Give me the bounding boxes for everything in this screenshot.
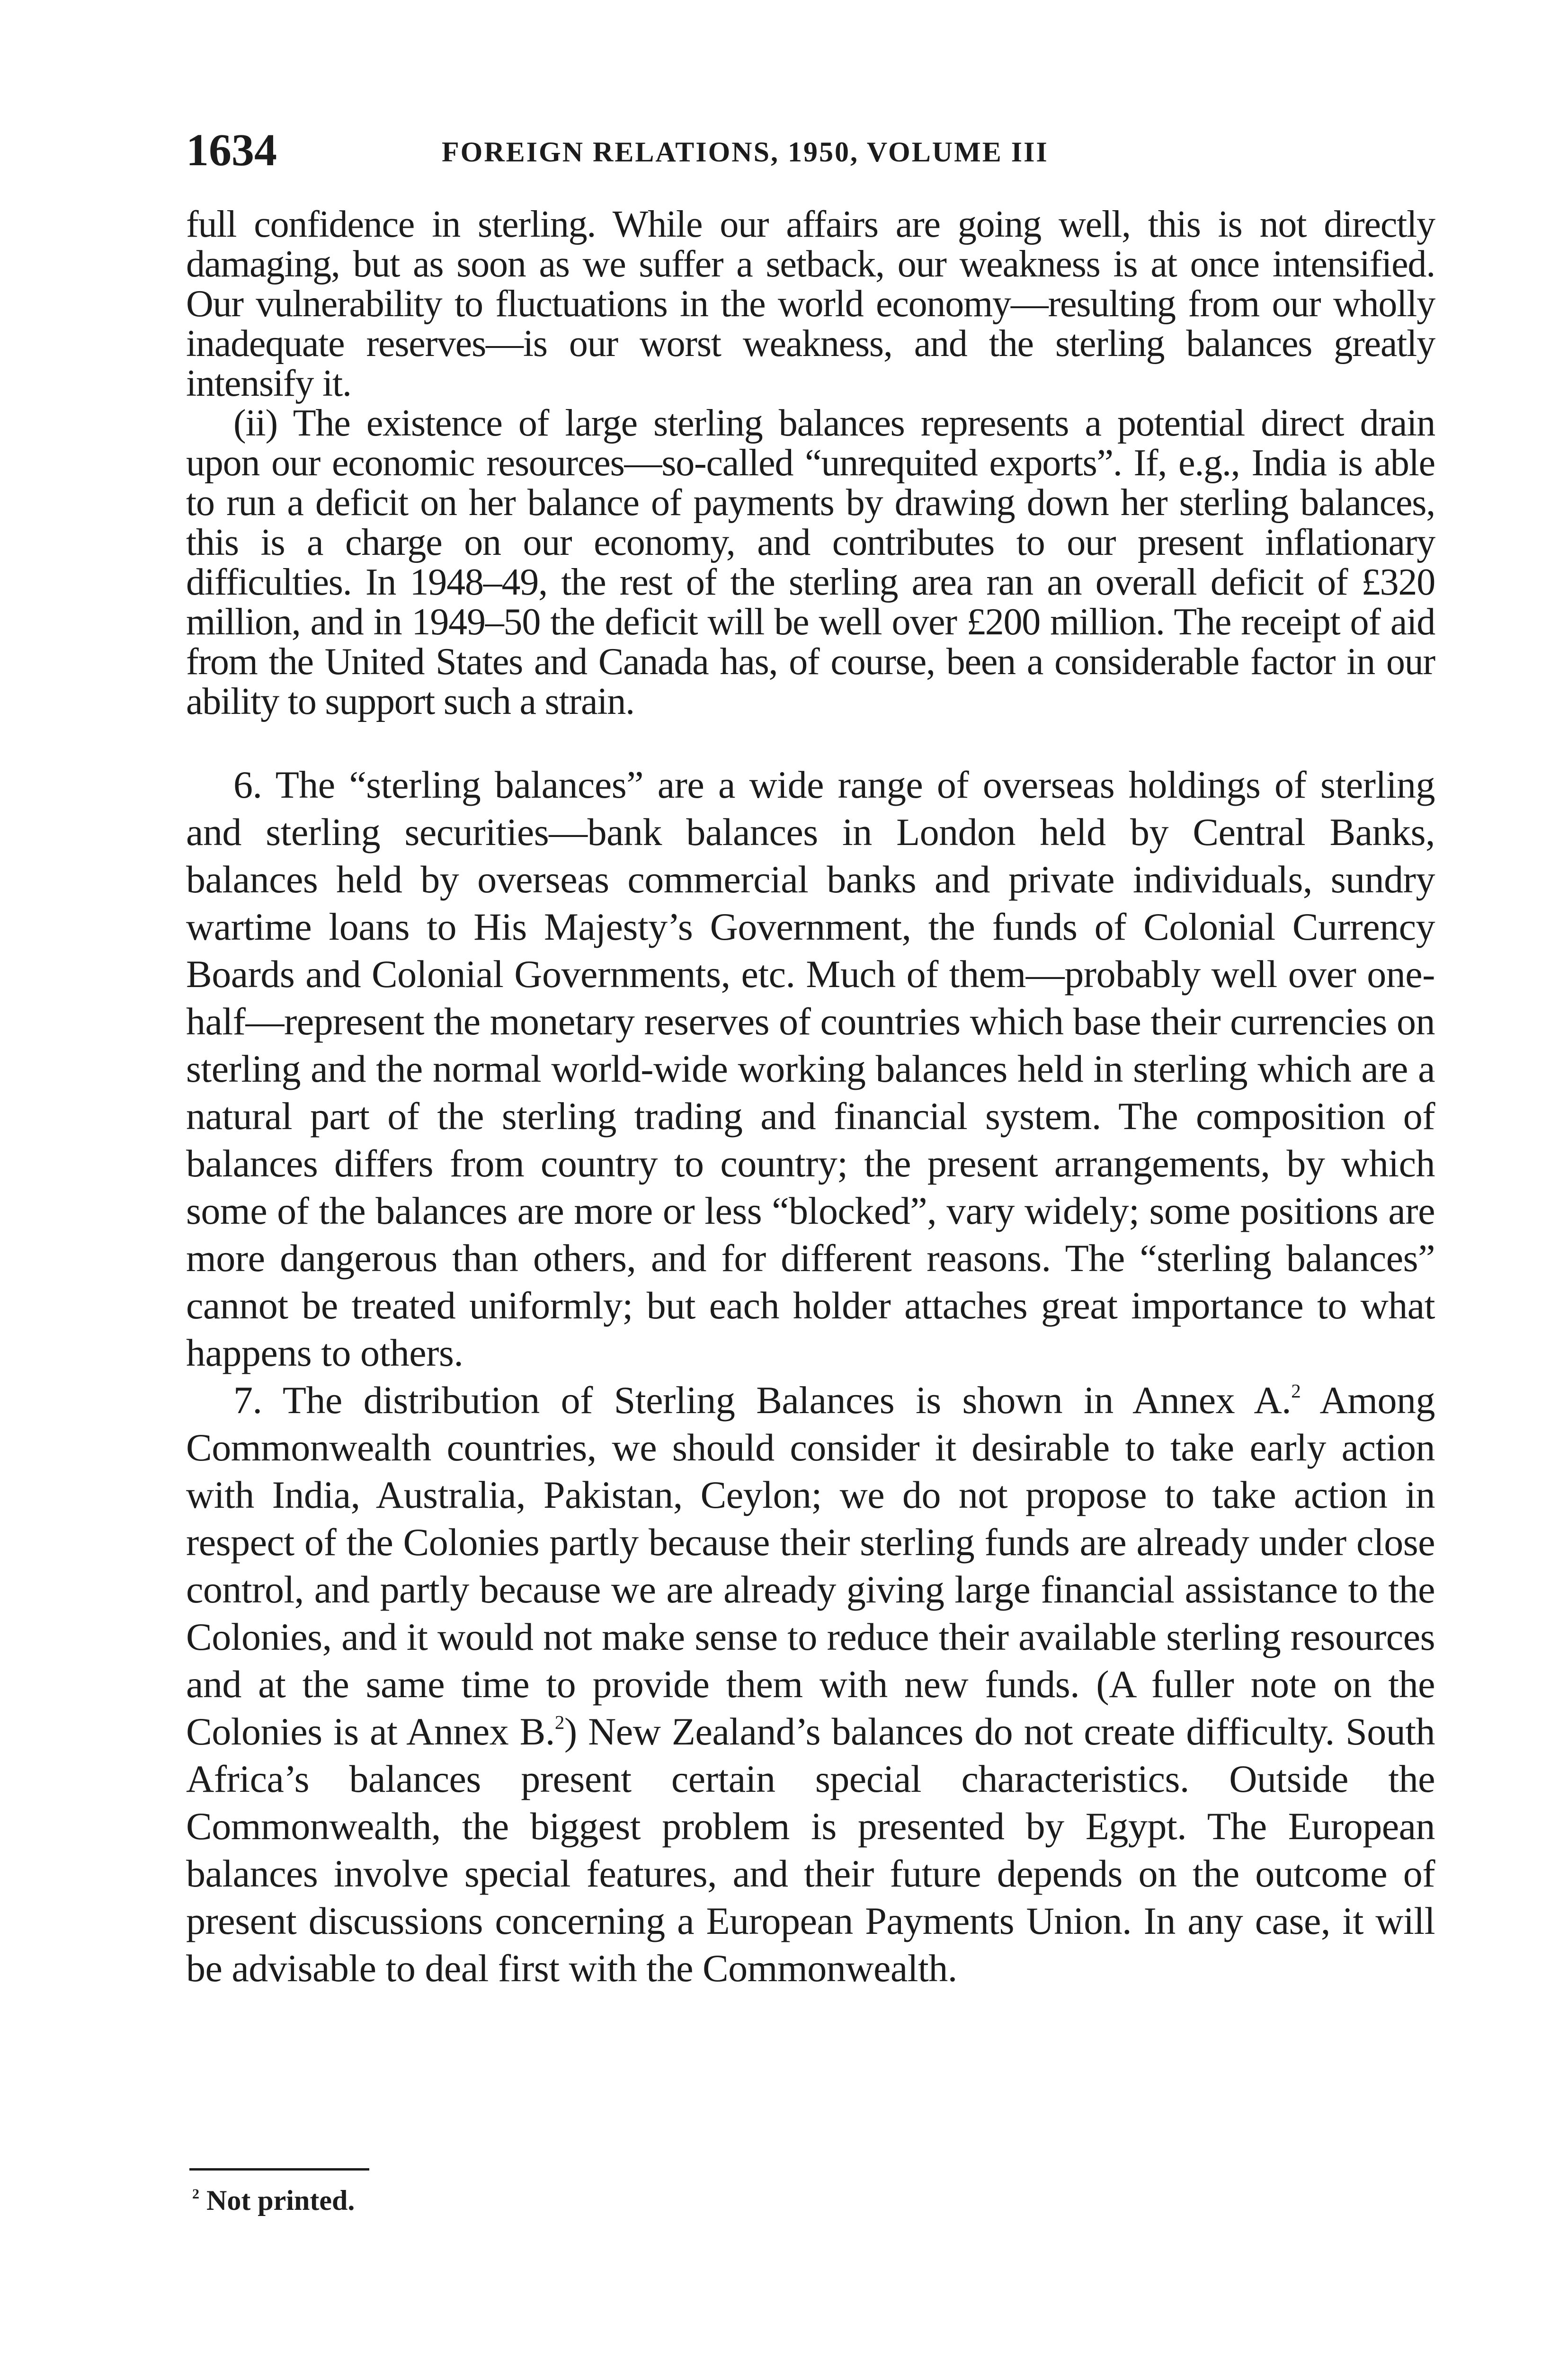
paragraph-7 xyxy=(186,1377,1435,1992)
paragraph-ii: (ii) The existence of large sterling balances represents a potential direct drain upon our economic resources—so-called “unrequited exports”. If, e.g., India is able to run a deficit on her balance of payments by drawing down her sterling balances, this is a charge on our economy, and contributes to our present inflationary difficulties. In 1948–49, the rest of the sterling area ran an overall deficit of £320 million, and in 1949–50 the deficit will be well over £200 million. The receipt of aid from the United States and Canada has, of course, been a considerable factor in our ability to support such a strain. xyxy=(186,402,1435,722)
footnote-divider xyxy=(189,2168,369,2171)
footnote xyxy=(192,2181,355,2219)
body-text xyxy=(186,205,1435,1992)
footnote-reference: 2 xyxy=(1291,1380,1301,1402)
paragraph-7-text-c: ) New Zealand’s balances do not create difficulty. South Africa’s balances present certain special characteristics. Outside the Commonwealth, the biggest problem is presented by Egypt. The European balances involve special features, and their future depends on the outcome of present discussions concerning a European Payments Union. In any case, it will be advisable to deal first with the Commonwealth. xyxy=(186,1710,1435,1990)
paragraph-continued: full confidence in sterling. While our affairs are going well, this is not directly damaging, but as soon as we suffer a setback, our weakness is at once intensified. Our vulnerability to fluctuations in the world economy—resulting from our wholly inadequate reserves—is our worst weakness, and the sterling balances greatly intensify it. xyxy=(186,204,1435,404)
page-number: 1634 xyxy=(186,125,277,175)
running-title: FOREIGN RELATIONS, 1950, VOLUME III xyxy=(442,136,1049,168)
footnote-mark: 2 xyxy=(192,2186,199,2202)
paragraph-7-text-a: 7. The distribution of Sterling Balances is shown in Annex A. xyxy=(233,1379,1292,1422)
paragraph-7-text-b: Among Commonwealth countries, we should consider it desirable to take early action with India, Australia, Pakistan, Ceylon; we do not propose to take action in respect of the Colonies partly because their sterling funds are already under close control, and partly because we are already giving large financial assistance to the Colonies, and it would not make sense to reduce their available sterling resources and at the same time to provide them with new funds. (A fuller note on the Colonies is at Annex B. xyxy=(186,1379,1435,1753)
footnote-reference: 2 xyxy=(554,1711,564,1734)
footnote-text: Not printed. xyxy=(206,2185,355,2216)
paragraph-6: 6. The “sterling balances” are a wide range of overseas holdings of sterling and sterling securities—bank balances in London held by Central Banks, balances held by overseas commercial banks and private individuals, sundry wartime loans to His Majesty’s Government, the funds of Colonial Currency Boards and Colonial Governments, etc. Much of them—probably well over one-half—represent the monetary reserves of countries which base their currencies on sterling and the normal world-wide working balances held in sterling which are a natural part of the sterling trading and financial system. The composition of balances differs from country to country; the present arrangements, by which some of the balances are more or less “blocked”, vary widely; some positions are more dangerous than others, and for different reasons. The “sterling balances” cannot be treated uniformly; but each holder attaches great importance to what happens to others. xyxy=(186,763,1435,1374)
page-header xyxy=(186,124,1180,176)
